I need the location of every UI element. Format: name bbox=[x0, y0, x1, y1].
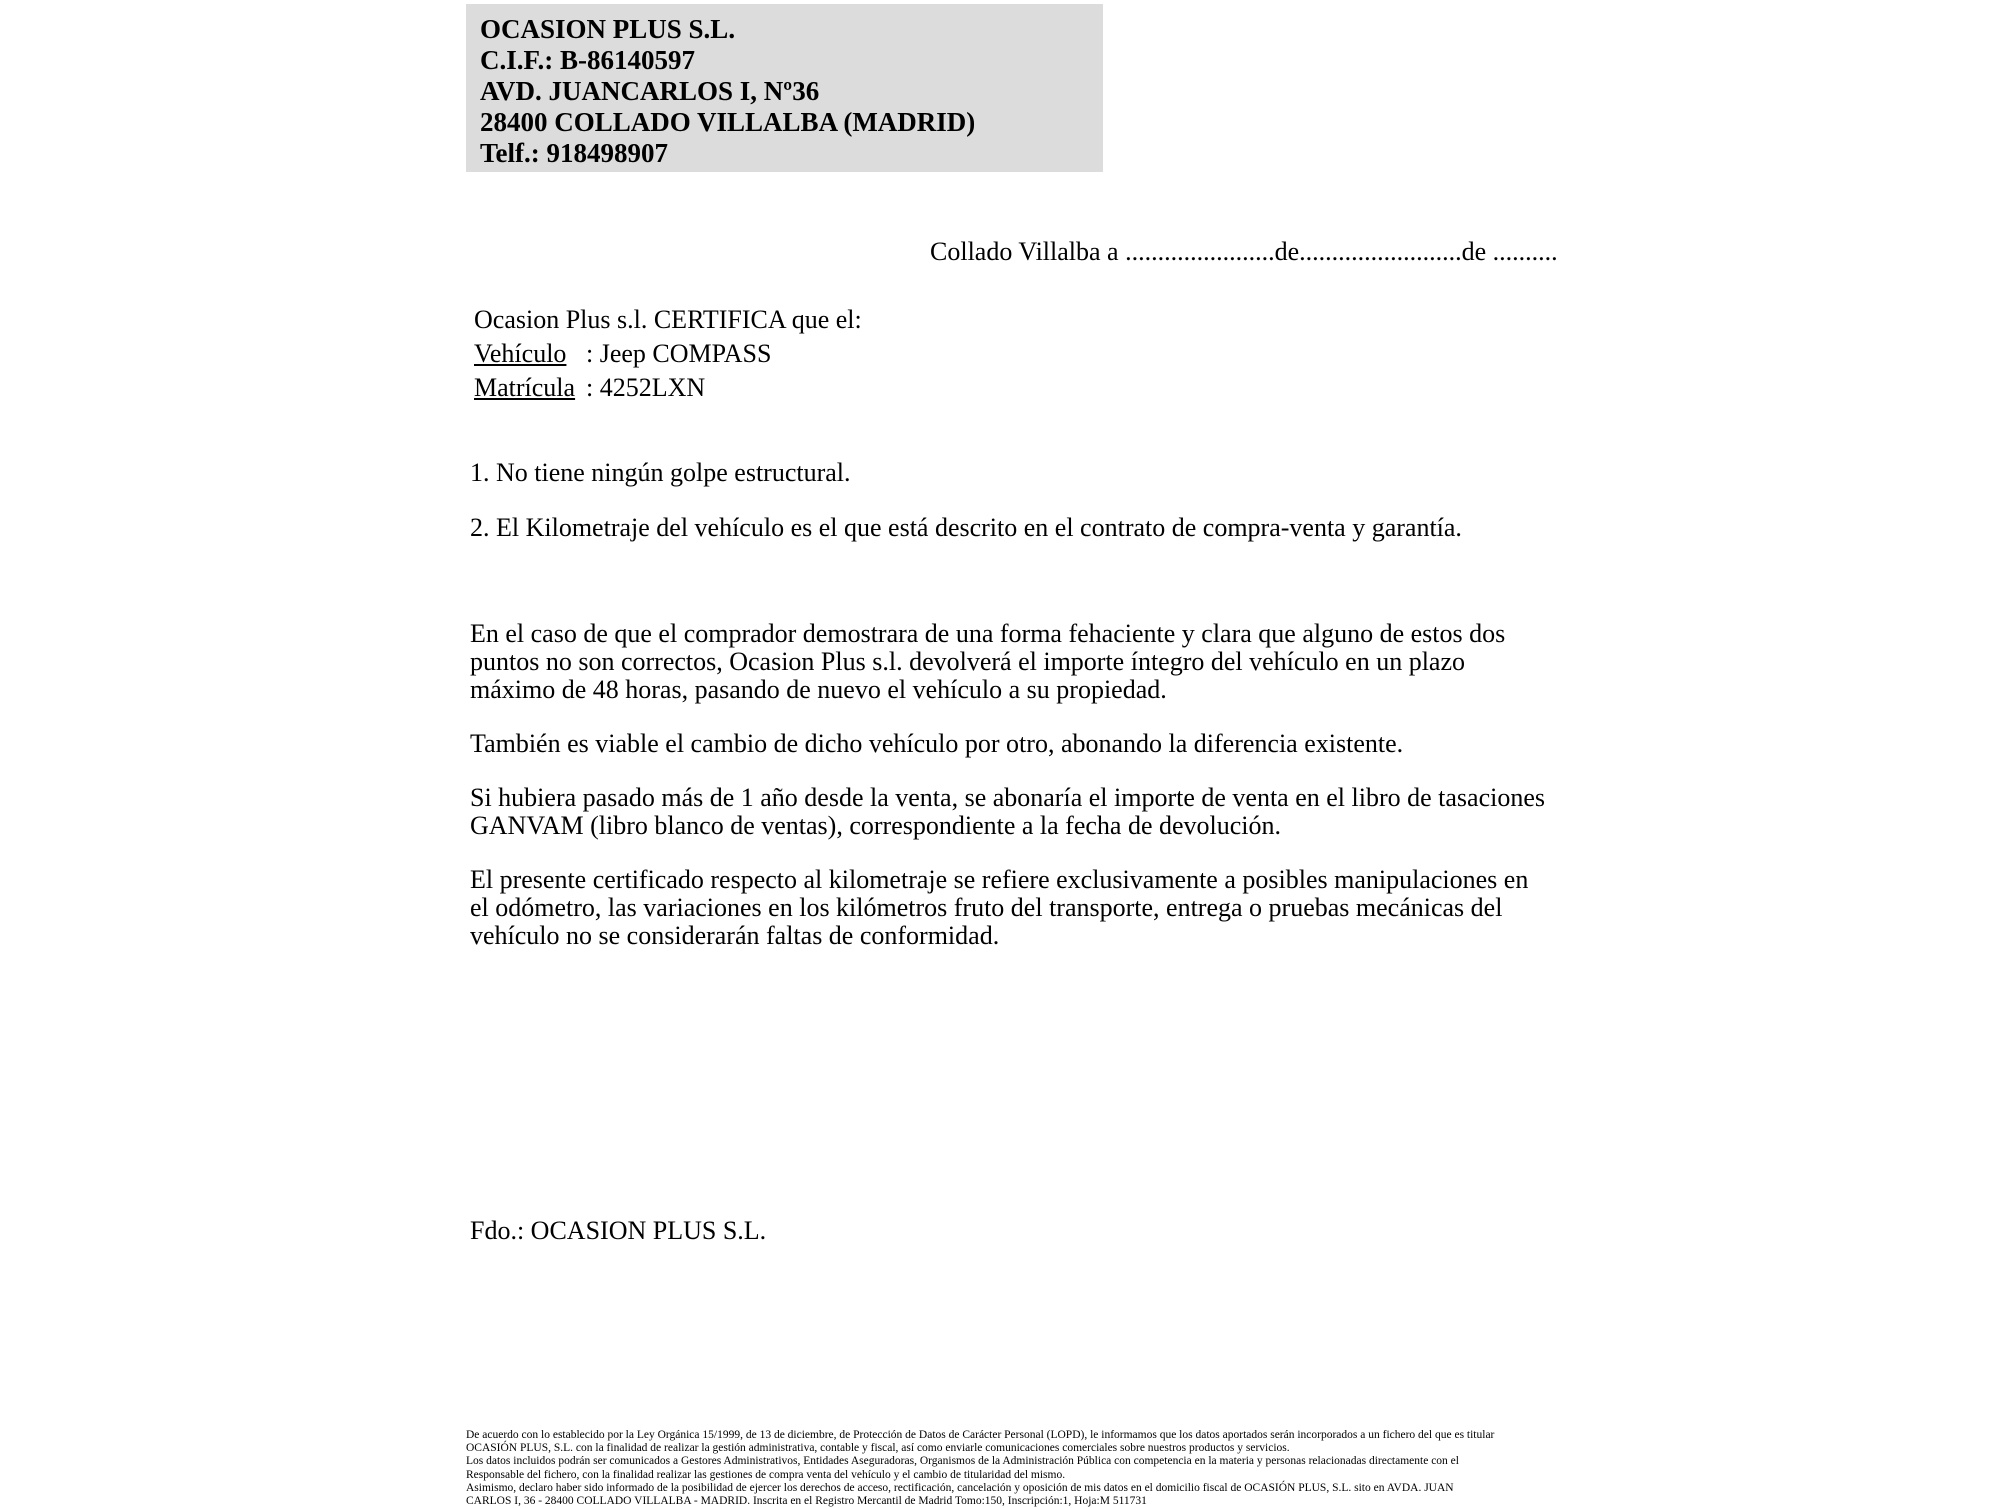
footer-line: De acuerdo con lo establecido por la Ley Orgánica 15/1999, de 13 de diciembre, de Protección de Datos de Carácter Personal (LOPD), le informamos que los datos aportados serán incorporados a un fichero del que es titular bbox=[466, 1429, 1495, 1441]
date-blank-line: Collado Villalba a .......................de.........................de .......... bbox=[930, 237, 1558, 266]
company-cif: C.I.F.: B-86140597 bbox=[480, 45, 696, 75]
certify-intro: Ocasion Plus s.l. CERTIFICA que el: bbox=[474, 305, 862, 334]
footer-line: OCASIÓN PLUS, S.L. con la finalidad de realizar la gestión administrativa, contable y fiscal, así como enviarle comunicaciones comerciales sobre nuestros productos y servicios. bbox=[466, 1442, 1290, 1455]
vehicle-label: Vehículo bbox=[474, 339, 567, 368]
paragraph-ganvam-valuation: Si hubiera pasado más de 1 año desde la venta, se abonaría el importe de venta en el libro de tasaciones GANVAM (libro blanco de ventas), correspondiente a la fecha de devolución. bbox=[470, 783, 1546, 840]
vehicle-value: : Jeep COMPASS bbox=[586, 339, 772, 368]
lopd-legal-footer bbox=[466, 1429, 1666, 1508]
condition-item-2: 2. El Kilometraje del vehículo es el que está descrito en el contrato de compra-venta y garantía. bbox=[470, 513, 1462, 542]
footer-line: CARLOS I, 36 - 28400 COLLADO VILLALBA - MADRID. Inscrita en el Registro Mercantil de Madrid Tomo:150, Inscripción:1, Hoja:M 511731 bbox=[466, 1495, 1147, 1508]
paragraph-odometer-disclaimer: El presente certificado respecto al kilometraje se refiere exclusivamente a posibles manipulaciones en el odómetro, las variaciones en los kilómetros fruto del transporte, entrega o pruebas mecánicas del vehículo no se considerarán faltas de conformidad. bbox=[470, 865, 1529, 950]
signature-line: Fdo.: OCASION PLUS S.L. bbox=[470, 1216, 767, 1245]
paragraph-exchange-option: También es viable el cambio de dicho vehículo por otro, abonando la diferencia existente. bbox=[470, 729, 1404, 758]
body-paragraphs bbox=[470, 620, 1548, 976]
condition-item-1: 1. No tiene ningún golpe estructural. bbox=[470, 458, 851, 487]
plate-label: Matrícula bbox=[474, 373, 576, 402]
certification-block bbox=[474, 303, 862, 405]
footer-line: Los datos incluidos podrán ser comunicados a Gestores Administrativos, Entidades Aseguradoras, Organismos de la Administración Pública con competencia en la materia y personas relacionadas directamente con el bbox=[466, 1455, 1459, 1468]
footer-line: Asimismo, declaro haber sido informado de la posibilidad de ejercer los derechos de acceso, rectificación, cancelación y oposición de mis datos en el domicilio fiscal de OCASIÓN PLUS, S.L. sito en AVDA. JUAN bbox=[466, 1481, 1454, 1494]
vehicle-row bbox=[474, 337, 862, 371]
paragraph-refund-terms: En el caso de que el comprador demostrara de una forma fehaciente y clara que alguno de estos dos puntos no son correctos, Ocasion Plus s.l. devolverá el importe íntegro del vehículo en un plazo máximo de 48 horas, pasando de nuevo el vehículo a su propiedad. bbox=[470, 619, 1506, 704]
company-phone: Telf.: 918498907 bbox=[480, 138, 668, 168]
plate-row bbox=[474, 371, 862, 405]
company-letterhead bbox=[466, 4, 1103, 172]
footer-line: Responsable del fichero, con la finalidad realizar las gestiones de compra venta del vehículo y el cambio de titularidad del mismo. bbox=[466, 1468, 1066, 1481]
company-name: OCASION PLUS S.L. bbox=[480, 14, 736, 44]
company-address: AVD. JUANCARLOS I, Nº36 bbox=[480, 76, 820, 106]
plate-value: : 4252LXN bbox=[586, 373, 706, 402]
company-city: 28400 COLLADO VILLALBA (MADRID) bbox=[480, 107, 976, 137]
